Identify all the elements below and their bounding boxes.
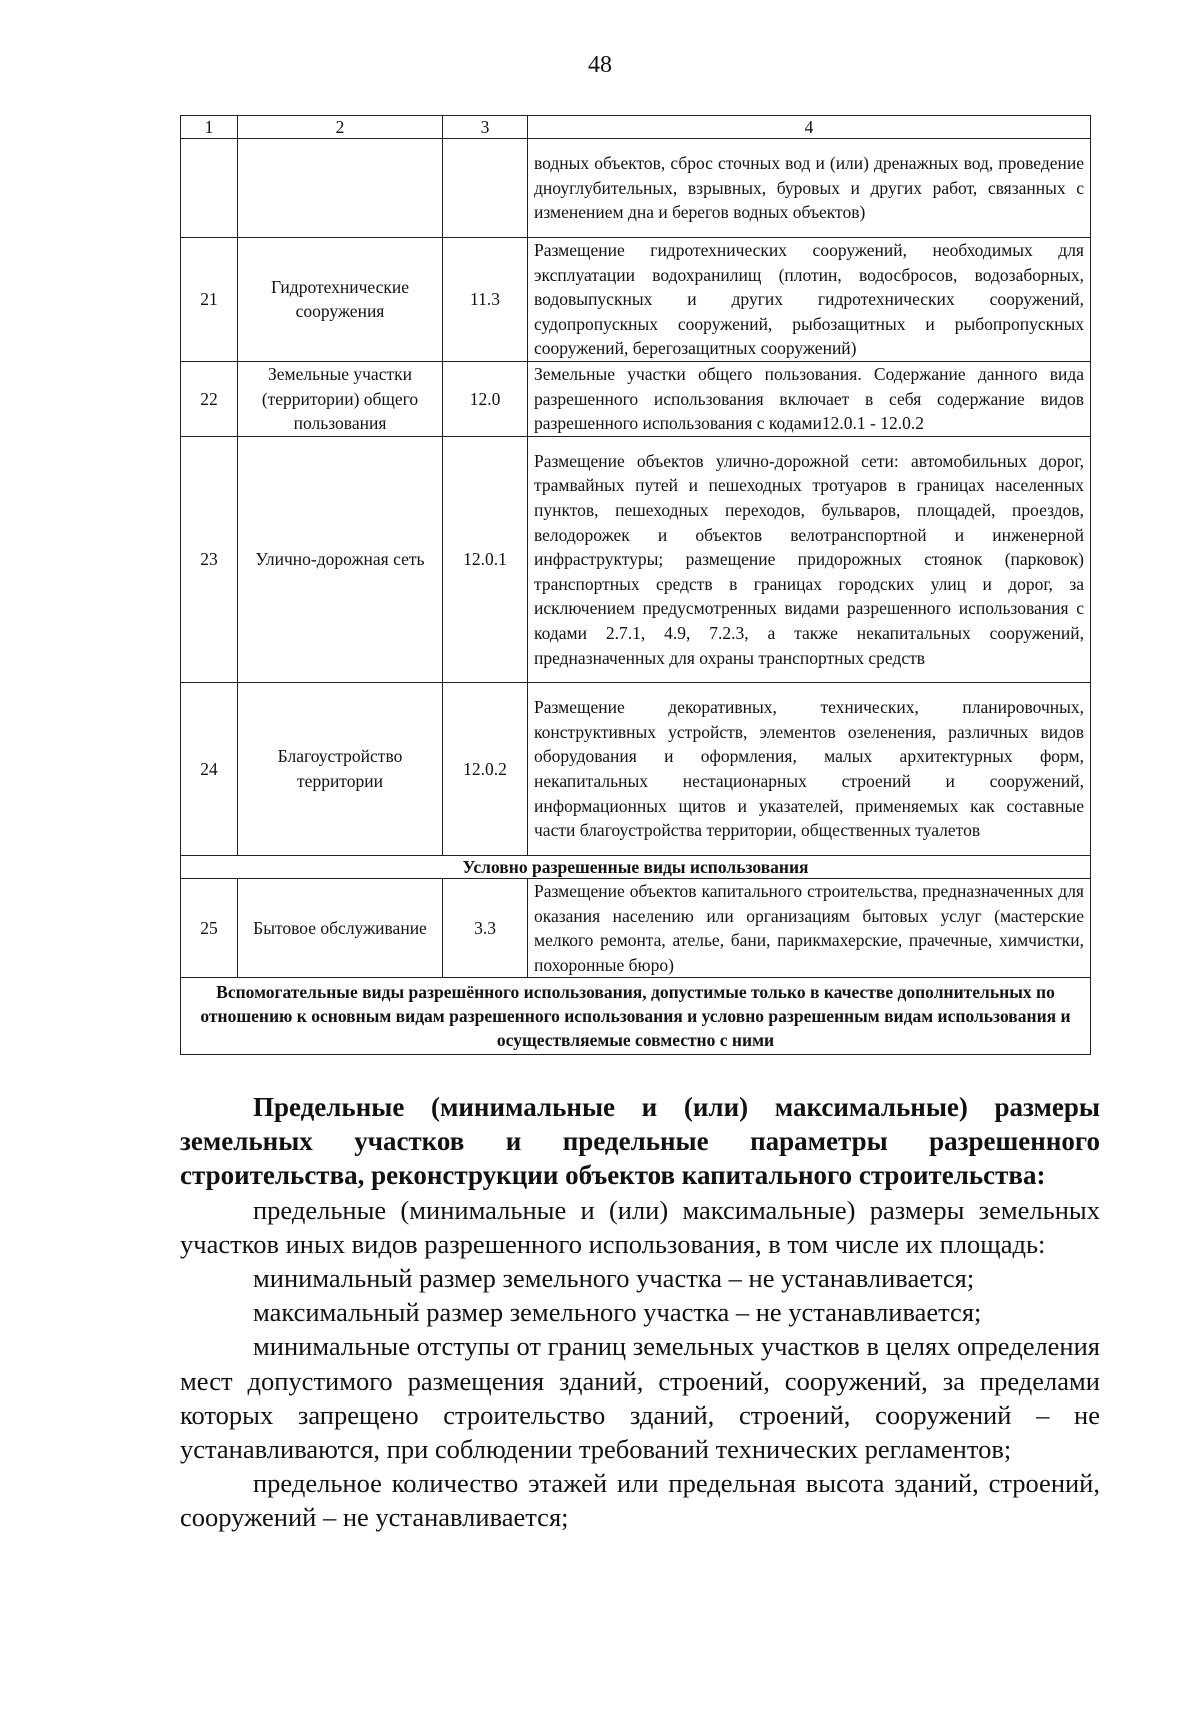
table-row bbox=[181, 878, 1091, 977]
table-row bbox=[181, 238, 1091, 362]
body-text bbox=[180, 1090, 1100, 1535]
paragraph: предельные (минимальные и (или) максимальные) размеры земельных участков иных видов разрешенного использования, в том числе их площадь: bbox=[180, 1194, 1100, 1259]
paragraph: предельное количество этажей или предельная высота зданий, строений, сооружений – не устанавливается; bbox=[180, 1468, 1100, 1533]
conditional-section-row bbox=[181, 855, 1091, 878]
row-name: Улично-дорожная сеть bbox=[238, 436, 443, 682]
auxiliary-section-title: Вспомогательные виды разрешённого использования, допустимые только в качестве дополнительных по отношению к основным видам разрешенного использования и условно разрешенным видам использования и осуществляемые совместно с ними bbox=[181, 978, 1091, 1055]
land-use-table bbox=[180, 115, 1091, 1055]
row-description: Земельные участки общего пользования. Содержание данного вида разрешенного использования включает в себя содержание видов разрешенного использования с кодами12.0.1 - 12.0.2 bbox=[528, 361, 1091, 436]
paragraph: минимальный размер земельного участка – не устанавливается; bbox=[253, 1263, 975, 1294]
table-row bbox=[181, 436, 1091, 682]
row-code: 12.0.2 bbox=[443, 682, 528, 855]
row-name: Бытовое обслуживание bbox=[238, 878, 443, 977]
auxiliary-section-row bbox=[181, 978, 1091, 1055]
row-description: Размещение объектов капитального строительства, предназначенных для оказания населению или организациям бытовых услуг (мастерские мелкого ремонта, ателье, бани, парикмахерские, прачечные, химчистки, похоронные бюро) bbox=[528, 878, 1091, 977]
continuation-description: водных объектов, сброс сточных вод и (или) дренажных вод, проведение дноуглубительных, взрывных, буровых и других работ, связанных с изменением дна и берегов водных объектов) bbox=[528, 139, 1091, 238]
column-header: 4 bbox=[528, 116, 1091, 139]
empty-cell bbox=[238, 139, 443, 238]
paragraph: максимальный размер земельного участка – не устанавливается; bbox=[253, 1297, 982, 1328]
column-header: 3 bbox=[443, 116, 528, 139]
conditional-section-title: Условно разрешенные виды использования bbox=[181, 855, 1091, 878]
table-row bbox=[181, 682, 1091, 855]
table-row-continuation bbox=[181, 139, 1091, 238]
column-header: 2 bbox=[238, 116, 443, 139]
row-description: Размещение декоративных, технических, планировочных, конструктивных устройств, элементов озеленения, различных видов оборудования и оформления, малых архитектурных форм, некапитальных нестационарных строений и сооружений, информационных щитов и указателей, применяемых как составные части благоустройства территории, общественных туалетов bbox=[528, 682, 1091, 855]
empty-cell bbox=[181, 139, 238, 238]
paragraph: минимальные отступы от границ земельных участков в целях определения мест допустимого размещения зданий, строений, сооружений, за пределами которых запрещено строительство зданий, строений, сооружений – не устанавливаются, при соблюдении требований технических регламентов; bbox=[180, 1331, 1100, 1465]
row-name: Земельные участки (территории) общего пользования bbox=[238, 361, 443, 436]
row-code: 12.0.1 bbox=[443, 436, 528, 682]
row-description: Размещение объектов улично-дорожной сети: автомобильных дорог, трамвайных путей и пешеходных тротуаров в границах населенных пунктов, пешеходных переходов, бульваров, площадей, проездов, велодорожек и объектов велотранспортной и инженерной инфраструктуры; размещение придорожных стоянок (парковок) транспортных средств в границах городских улиц и дорог, за исключением предусмотренных видами разрешенного использования с кодами 2.7.1, 4.9, 7.2.3, а также некапитальных сооружений, предназначенных для охраны транспортных средств bbox=[528, 436, 1091, 682]
page-number: 48 bbox=[588, 52, 612, 78]
row-description: Размещение гидротехнических сооружений, необходимых для эксплуатации водохранилищ (плотин, водосбросов, водозаборных, водовыпускных и других гидротехнических сооружений, судопропускных сооружений, рыбозащитных и рыбопропускных сооружений, берегозащитных сооружений) bbox=[528, 238, 1091, 362]
table-row bbox=[181, 361, 1091, 436]
row-number: 25 bbox=[181, 878, 238, 977]
table-header-row bbox=[181, 116, 1091, 139]
row-code: 3.3 bbox=[443, 878, 528, 977]
column-header: 1 bbox=[181, 116, 238, 139]
row-number: 22 bbox=[181, 361, 238, 436]
empty-cell bbox=[443, 139, 528, 238]
row-code: 11.3 bbox=[443, 238, 528, 362]
row-code: 12.0 bbox=[443, 361, 528, 436]
row-name: Гидротехнические сооружения bbox=[238, 238, 443, 362]
row-number: 23 bbox=[181, 436, 238, 682]
row-number: 24 bbox=[181, 682, 238, 855]
row-number: 21 bbox=[181, 238, 238, 362]
section-heading: Предельные (минимальные и (или) максимальные) размеры земельных участков и предельные параметры разрешенного строительства, реконструкции объектов капитального строительства: bbox=[180, 1092, 1100, 1191]
row-name: Благоустройство территории bbox=[238, 682, 443, 855]
